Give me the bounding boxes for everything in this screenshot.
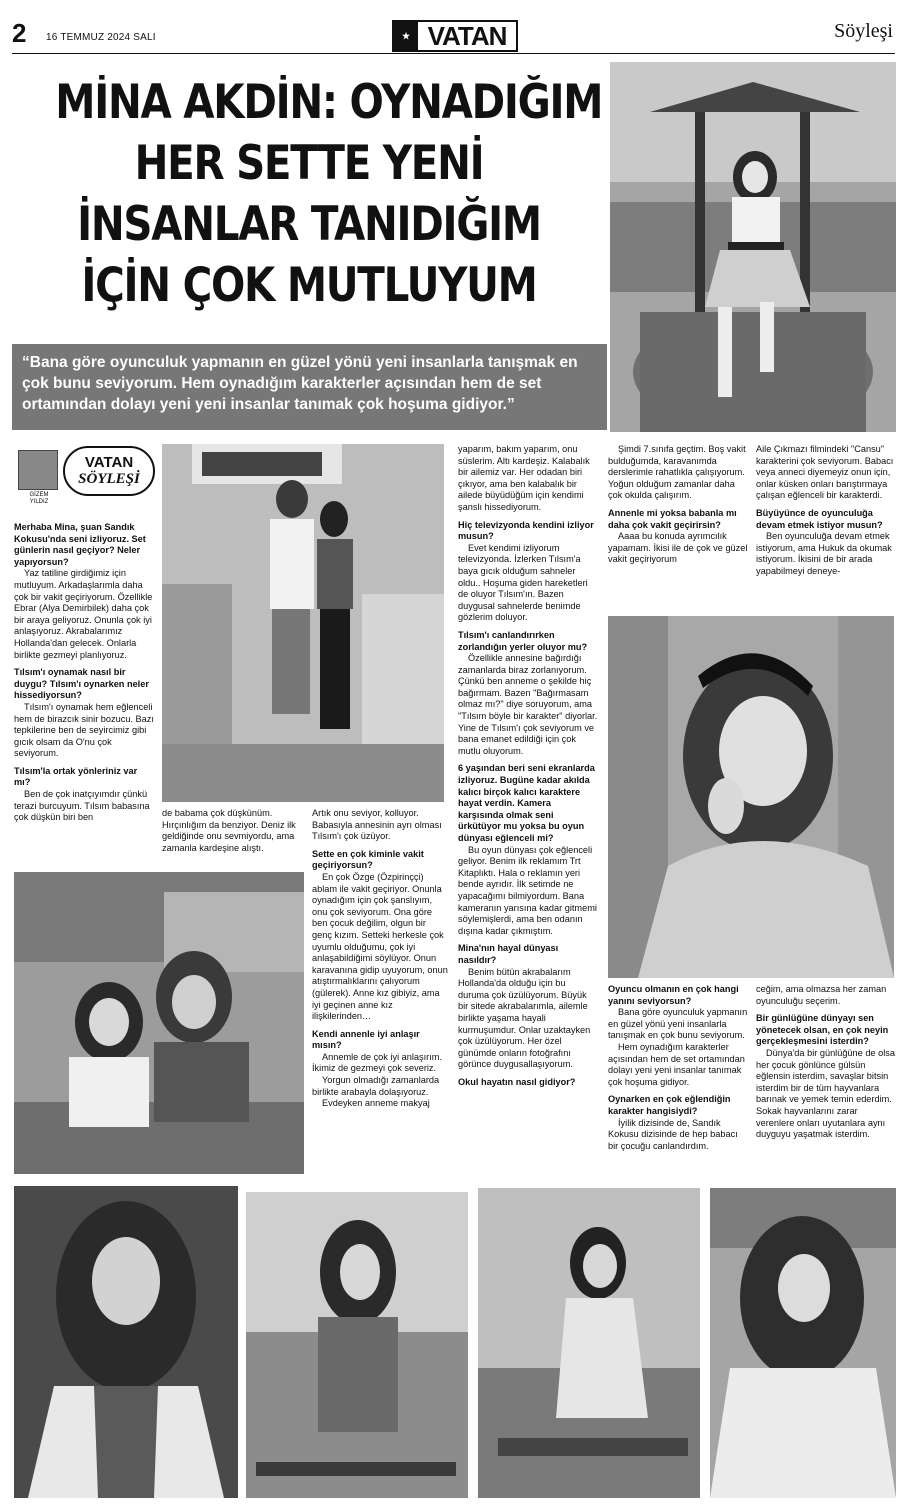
column-4-bottom (608, 984, 748, 1152)
answer-text: Ben de çok inatçıyımdır çünkü terazi burcuyum. Tılsım babasına çok düşkün biri ben (14, 789, 150, 823)
question-text: Bir günlüğüne dünyayı sen yönetecek olsan, en çok neyin gerçekleşmesini isterdin? (756, 1013, 889, 1047)
vatan-soylesi-sticker (63, 446, 155, 496)
well-scene-image (610, 62, 896, 432)
answer-text: En çok Özge (Özpirinççi) ablam ile vakit geçiriyor. Onunla oynadığım için çok şanslıyım, onu çok seviyorum. Ona göre ben çocuk değilim, olgun bir genç kızım. Setteki herkesle çok uyumlu olduğumu, çok iyi anlaşabildiğimi söylüyor. Onun karavanına gidip uyuyorum, onun atıştırmalıklarını çalıyorum (gülerek). Anne kız gibiyiz, ama iyi geçinen anne kız ilişkilerinden… (312, 871, 448, 1022)
question-text: Oyuncu olmanın en çok hangi yanını seviyorsun? (608, 984, 739, 1006)
caravan-scene-image (162, 444, 444, 802)
column-3a (312, 808, 448, 1110)
column-4-top (608, 444, 748, 566)
answer-text: de babama çok düşkünüm. Hırçınlığım da benziyor. Deniz ilk geldiğinde onu sevmiyordu, ama zamanla kardeşine alıştı. (162, 808, 296, 853)
question-text: Hiç televizyonda kendini izliyor musun? (458, 519, 594, 542)
bottom-photo-3 (478, 1188, 700, 1498)
hairclip-portrait-image (710, 1188, 896, 1498)
logo-mark-icon: ★ (394, 22, 418, 50)
answer-text: yaparım, bakım yaparım, onu süslerim. Altı kardeşiz. Kalabalık bir ailemiz var. Her odadan biri çıkıyor, ama ben kalabalık bir ailede büyüdüğüm için kendimi şanslı hissediyorum. (458, 444, 590, 512)
answer-text: Ben oyunculuğa devam etmek istiyorum, ama Hukuk da okumak istiyorum. İkisini de bir arada yapabilmeyi deneye- (756, 531, 892, 576)
answer-text: İyilik dizisinde de, Sandık Kokusu dizisinde de hep babacı bir çocuğu canlandırdım. (608, 1117, 738, 1151)
bottom-photo-4 (710, 1188, 896, 1498)
author-last-name: YILDIZ (29, 499, 49, 505)
bottom-photo-2 (246, 1192, 468, 1498)
column-3b (458, 444, 598, 1088)
column-2 (162, 808, 302, 854)
answer-text: Hem oynadığım karakterler açısından hem de set ortamından dolayı yeni yeni insanlar tanımak çok hoşuma gidiyor. (608, 1041, 745, 1087)
header-rule (12, 53, 895, 54)
question-text: Büyüyünce de oyunculuğa devam etmek istiyor musun? (756, 507, 883, 530)
headline-line: İNSANLAR TANIDIĞIM (77, 197, 541, 252)
bottom-photo-1 (14, 1186, 238, 1498)
question-text: Tılsım'ı oynamak nasıl bir duygu? Tılsım'ı oynarken neler hissediyorsun? (14, 667, 149, 701)
author-avatar (18, 450, 58, 490)
page-number: 2 (12, 18, 27, 48)
headband-portrait-photo (608, 616, 894, 978)
column-5-top (756, 444, 898, 578)
answer-text: Şimdi 7.sınıfa geçtim. Boş vakit bulduğumda, karavanımda derslerimle rahatlıkla çalışıyorum. Yoğun olduğum zamanlar daha çok okulda çalışırım. (608, 444, 746, 501)
answer-text: Evdeyken anneme makyaj (322, 1098, 430, 1109)
question-text: Mina'nın hayal dünyası nasıldır? (458, 943, 559, 965)
pullquote-text: “Bana göre oyunculuk yapmanın en güzel yönü yeni insanlarla tanışmak en çok bunu seviyorum. Hem oynadığım karakterler açısından hem de set ortamından dolayı yeni yeni insanlar tanımak çok hoşuma gidiyor.” (22, 354, 578, 413)
answer-text: Bana göre oyunculuk yapmanın en güzel yönü yeni insanlarla tanışmak en çok bunu seviyorum. (608, 1007, 748, 1041)
question-text: Merhaba Mina, şuan Sandık Kokusu'nda seni izliyoruz. Set günlerin nasıl geçiyor? Neler yapıyorsun? (14, 522, 146, 567)
page-header (0, 0, 907, 52)
answer-text: Annemle de çok iyi anlaşırım. İkimiz de gezmeyi çok severiz. (312, 1051, 442, 1074)
headline (55, 72, 603, 316)
question-text: Annenle mi yoksa babanla mı daha çok vakit geçirirsin? (608, 507, 737, 530)
column-1 (14, 522, 154, 824)
answer-text: ceğim, ama olmazsa her zaman oyunculuğu seçerim. (756, 984, 887, 1006)
section-name: Söyleşi (834, 20, 893, 42)
issue-date: 16 TEMMUZ 2024 SALI (46, 32, 156, 43)
bench-portrait-image (246, 1192, 468, 1498)
question-text: Tılsım'ı canlandırırken zorlandığın yerler oluyor mu? (458, 629, 588, 652)
answer-text: Aaaa bu konuda ayrımcılık yapamam. İkisi ile de çok ve güzel vakit geçiriyorum (608, 531, 748, 565)
sticker-title: VATAN (84, 454, 134, 471)
sticker-subtitle: SÖYLEŞİ (78, 471, 140, 487)
question-text: 6 yaşından beri seni ekranlarda izliyoruz. Bugüne kadar akılda kalıcı birçok kalıcı karaktere hayat verdin. Kamera karşısında olmak seni ürkütüyor mu yoksa bu oyun dünyası eğlenceli mi? (458, 763, 595, 843)
headline-line: HER SETTE YENİ (134, 136, 484, 191)
answer-text: Evet kendimi izliyorum televizyonda. İzlerken Tılsım'a baya gıcık olduğum sahneler oldu.. Hoşuma giden hareketleri de oluyor Tılsım'ın. Bazen duygusal sahnelerde benimde gözlerim doluyor. (458, 542, 588, 623)
headline-line: İÇİN ÇOK MUTLUYUM (81, 258, 537, 313)
answer-text: Yaz tatiline girdiğimiz için mutluyum. Arkadaşlarımla daha çok bir vakit geçiriyorum. Özellikle Ebrar (Alya Demirbilek) daha çok bir araya geliyoruz. Onunla çok iyi anlaşıyoruz. Akrabalarımız Hollanda'dan gelecek. Onlarla birlikte gezmeyi planlıyoruz. (14, 568, 153, 660)
newspaper-logo (392, 20, 518, 52)
vest-portrait-image (14, 1186, 238, 1498)
question-text: Oynarken en çok eğlendiğin karakter hangisiydi? (608, 1094, 731, 1116)
cafe-photo (14, 872, 304, 1174)
author-name (16, 492, 62, 506)
top-right-photo (610, 62, 896, 432)
logo-text: VATAN (427, 20, 507, 51)
swing-portrait-image (478, 1188, 700, 1498)
answer-text: Bu oyun dünyası çok eğlenceli geliyor. Benim ilk reklamım Trt Kitaplıktı. Hala o reklamın yeri bende ayrıdır. İlk setimde ne yapacağımı bilmiyordum. Bana kameranın yarısına kadar gitmemi söylemişlerdi, ama ben odanın dışına kadar çıkmıştım. (458, 844, 597, 936)
headline-line: MİNA AKDİN: OYNADIĞIM (55, 75, 603, 130)
question-text: Tılsım'la ortak yönleriniz var mı? (14, 765, 138, 788)
answer-text: Tılsım'ı oynamak hem eğlenceli hem de birazcık sinir bozucu. Bazı tepkilerine ben de seyircimiz gibi gıcık olsam da O'nu çok seviyorum. (14, 701, 154, 759)
column-5-bottom (756, 984, 898, 1141)
question-text: Sette en çok kiminle vakit geçiriyorsun? (312, 848, 424, 871)
answer-text: Dünya'da bir günlüğüne de olsa her çocuk gönlünce gülsün eğlensin isterdim, savaşlar bitsin isterdim bir de tüm hayvanlara barınak ve yemek temin ederdim. Sokak hayvanlarını zarar verenlere onları uyutanlara aynı duyguyu yaşatmak isterdim. (756, 1047, 895, 1140)
answer-text: Benim bütün akrabalarım Hollanda'da olduğu için bu duruma çok üzülüyorum. Büyük bir sitede akrabalarımla, ailemle birlikte yaşama hayali kurmuşumdur. Onlar uzaktayken çok üzülüyorum. Her özel günümde onların fotoğrafını görünce duygusallaşıyorum. (458, 966, 591, 1070)
question-text: Kendi annenle iyi anlaşır mısın? (312, 1028, 420, 1051)
author-first-name: GİZEM (29, 492, 49, 498)
caravan-photo (162, 444, 444, 802)
forest-portrait-image (608, 616, 894, 978)
answer-text: Özellikle annesine bağırdığı zamanlarda biraz zorlanıyorum. Çünkü ben anneme o şekilde hiç bağırmam. Bazen "Bağırmasam olmaz mı?" diye soruyorum, ama "Tılsım böyle bir karakter" diyorlar. Yine de Tılsım'ı çok seviyorum ve bana emanet edildiği için çok mutlu oluyorum. (458, 653, 598, 756)
answer-text: Yorgun olmadığı zamanlarda birlikte arabayla dolaşıyoruz. (312, 1075, 440, 1097)
question-text: Okul hayatın nasıl gidiyor? (458, 1076, 576, 1087)
cafe-scene-image (14, 872, 304, 1174)
answer-text: Artık onu seviyor, kolluyor. Babasıyla annesinin ayrı olması Tılsım'ı çok üzüyor. (312, 808, 442, 842)
answer-text: Aile Çıkmazı filmindeki "Cansu" karakterini çok seviyorum. Babacı veya anneci diyemeyiz onun için, onlar küsken onları barıştırmaya çalışan eğlenceli bir karakterdi. (756, 444, 894, 501)
